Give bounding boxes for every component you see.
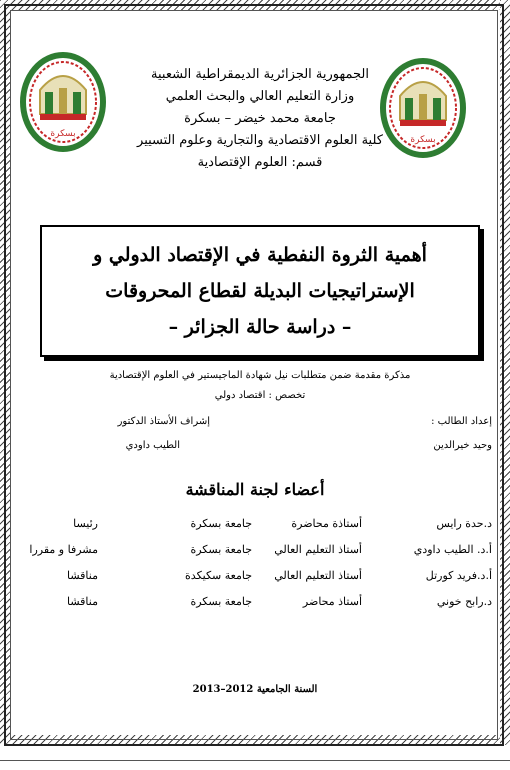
member-role: مناقشا bbox=[67, 595, 98, 608]
committee-row bbox=[0, 543, 510, 561]
student-label: إعداد الطالب : bbox=[431, 416, 492, 427]
university-name: جامعة محمد خيضر – بسكرة bbox=[184, 111, 336, 126]
member-name: أ.د.فريد كورتل bbox=[425, 569, 492, 582]
member-institution: جامعة بسكرة bbox=[190, 517, 252, 530]
member-role: مناقشا bbox=[67, 569, 98, 582]
logo-text: بسكرة bbox=[410, 135, 436, 145]
thesis-title-line-3: – دراسة حالة الجزائر – bbox=[168, 316, 352, 338]
member-institution: جامعة سكيكدة bbox=[185, 569, 252, 582]
department-name: قسم: العلوم الإقتصادية bbox=[197, 155, 323, 170]
university-logo-left bbox=[18, 52, 108, 157]
thesis-title-line-2: الإستراتيجيات البديلة لقطاع المحروقات bbox=[105, 280, 415, 302]
thesis-title-line-1: أهمية الثروة النفطية في الإقتصاد الدولي و bbox=[93, 244, 427, 266]
thesis-title-box bbox=[40, 225, 480, 357]
committee-row bbox=[0, 595, 510, 613]
supervisor-name: الطيب داودي bbox=[125, 440, 180, 451]
supervisor-label: إشراف الأستاذ الدكتور bbox=[117, 416, 210, 427]
member-role: رئيسا bbox=[73, 517, 98, 530]
member-institution: جامعة بسكرة bbox=[190, 543, 252, 556]
member-name: أ.د. الطيب داودي bbox=[413, 543, 492, 556]
bottom-divider bbox=[0, 760, 510, 761]
member-name: د.رابح خوني bbox=[436, 595, 492, 608]
memo-specialty: تخصص : اقتصاد دولي bbox=[214, 390, 306, 401]
ministry-name: وزارة التعليم العالي والبحث العلمي bbox=[165, 89, 355, 104]
header-block bbox=[120, 64, 400, 174]
committee-title: أعضاء لجنة المناقشة bbox=[185, 480, 325, 499]
republic-name: الجمهورية الجزائرية الديمقراطية الشعبية bbox=[151, 67, 369, 82]
member-role: مشرفا و مقررا bbox=[29, 543, 98, 556]
member-rank: أستاذ التعليم العالي bbox=[274, 569, 362, 582]
member-rank: أستاذة محاضرة bbox=[291, 517, 362, 530]
student-name: وحيد خيرالدين bbox=[433, 440, 492, 451]
logo-text: بسكرة bbox=[50, 129, 76, 139]
committee-row bbox=[0, 517, 510, 535]
member-institution: جامعة بسكرة bbox=[190, 595, 252, 608]
member-rank: أستاذ التعليم العالي bbox=[274, 543, 362, 556]
memo-description: مذكرة مقدمة ضمن متطلبات نيل شهادة الماجيستير في العلوم الإقتصادية bbox=[109, 370, 411, 381]
member-name: د.حدة رايس bbox=[436, 517, 492, 530]
academic-year: السنة الجامعية 2012–2013 bbox=[192, 684, 318, 695]
member-rank: أستاذ محاضر bbox=[302, 595, 362, 608]
committee-row bbox=[0, 569, 510, 587]
faculty-name: كلية العلوم الاقتصادية والتجارية وعلوم التسيير bbox=[137, 133, 383, 148]
